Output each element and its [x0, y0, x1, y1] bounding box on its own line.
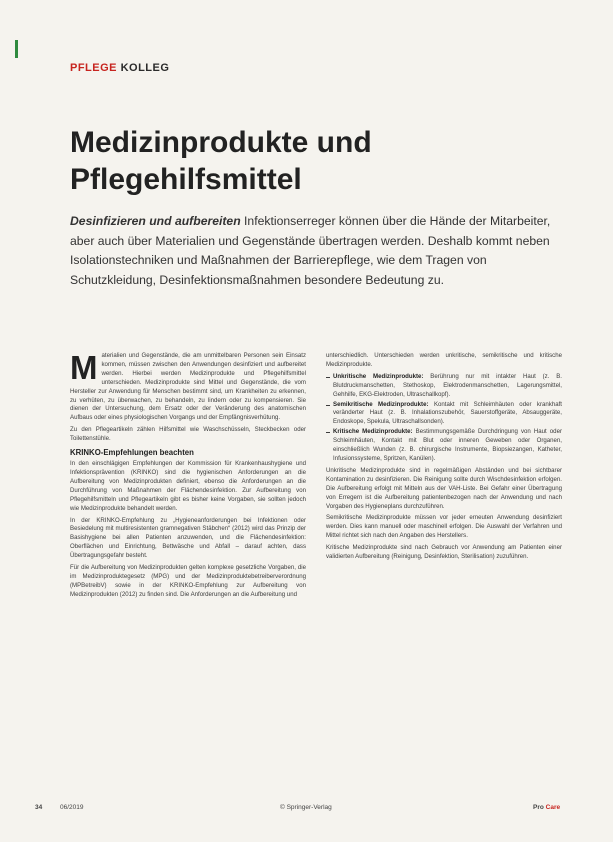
section-kicker	[70, 62, 169, 74]
brand-care: Care	[545, 804, 561, 811]
subheading: KRINKO-Empfehlungen beachten	[70, 448, 194, 458]
body-column-left	[70, 352, 306, 764]
kicker-pflege: PFLEGE	[70, 62, 118, 74]
side-color-mark	[15, 40, 18, 58]
body-column-right	[326, 352, 562, 766]
paragraph-5: Für die Aufbereitung von Medizinprodukten gelten komplexe gesetzliche Vorgaben, die im Medizinproduktegesetz (MPG) und der Medizinproduktebetreiberverordnung (MPBetreibV) sowie in der KRINKO-Empfehlung zur Aufbereitung von Medizinprodukten (2012) zu finden sind. Die Anforderungen an die Aufbereitung und	[70, 564, 306, 598]
title-line-2: Pflegehilfsmittel	[70, 163, 302, 196]
article-title	[70, 124, 550, 198]
list-item: Kritische Medizinprodukte: Bestimmungsgemäße Durchdringung von Haut oder Schleimhäuten, Kontakt mit Blut oder inneren Geweben oder Organen, einschließlich Wunden (z. B. chirurgische Instrumente, Biopsiezangen, Katheter, Infusionssysteme, Spritzen, Kanülen).	[326, 428, 562, 464]
list-item: Unkritische Medizinprodukte: Berührung nur mit intakter Haut (z. B. Blutdruckmanschetten, Stethoskop, Elektrodenmanschetten, Lagerungsmittel, Gehhilfe, EKG-Elektroden, Ultraschallkopf).	[326, 373, 562, 400]
publisher: © Springer-Verlag	[280, 804, 332, 811]
paragraph-6: unterschiedlich. Unterschieden werden unkritische, semikritische und kritische Medizinprodukte.	[326, 352, 562, 368]
paragraph-3: In den einschlägigen Empfehlungen der Kommission für Krankenhaushygiene und Infektionsprävention (KRINKO) sind die hygienischen Anforderungen an die Aufbereitung von Medizinprodukten definiert, ebenso die Anforderungen an die Durchführung von Maßnahmen der Flächendesinfektion. Zur Aufbereitung von Pflegehilfsmitteln und Pflegeartikeln gibt es bisher keine Vorgaben, sie sollten jedoch wie Medizinprodukte behandelt werden.	[70, 460, 306, 512]
paragraph-8: Semikritische Medizinprodukte müssen vor jeder erneuten Anwendung desinfiziert werden. Dies kann manuell oder maschinell erfolgen. Die Auswahl der Verfahren und Mittel richtet sich nach den Angaben des Herstellers.	[326, 514, 562, 540]
lead-emphasis: Desinfizieren und aufbereiten	[70, 214, 241, 228]
lead-text: Infektionserreger können über die Hände der Mitarbeiter, aber auch über Materialien und Gegenstände übertragen werden. Deshalb kommt neben Isolationstechniken und Maßnahmen der Barrierepflege, wie dem Tragen von Schutzkleidung, Desinfektionsmaßnahmen besondere Bedeutung zu.	[70, 214, 551, 287]
paragraph-4: In der KRINKO-Empfehlung zu „Hygieneanforderungen bei Infektionen oder Besiedelung mit multiresistenten gramnegativen Stäbchen“ (2012) wird das Prinzip der Basishygiene bei allen Patienten anzuwenden, und die Flächendesinfektion: Oberflächen und Einrichtung, Bettwäsche und Abfall – darauf achten, dass Übertragungsgefahr besteht.	[70, 516, 306, 560]
paragraph-7: Unkritische Medizinprodukte sind in regelmäßigen Abständen und bei sichtbarer Kontamination zu desinfizieren. Die Reinigung sollte durch Wischdesinfektion erfolgen. Die Aufbereitung erfolgt mit Mitteln aus der VAH-Liste. Bei Gefahr einer Übertragung von Erregern ist die Aufbereitung patientenbezogen nach der Anwendung und nach Vorgaben des Hygieneplans durchzuführen.	[326, 466, 562, 510]
brand-pro: Pro	[533, 804, 544, 811]
brand-logo	[533, 804, 560, 811]
classification-list	[326, 373, 562, 464]
drop-cap: M	[70, 352, 98, 386]
paragraph-1: Materialien und Gegenstände, die am unmittelbaren Personen sein Einsatz kommen, müssen zwischen den Anwendungen desinfiziert und aufbereitet werden. Hierbei werden Medizinprodukte und Pflegehilfsmittel unterschieden. Medizinprodukte sind Mittel und Gegenstände, die vom Hersteller zur Anwendung für Menschen bestimmt sind, um Krankheiten zu erkennen, zu verhüten, zu überwachen, zu behandeln, zu lindern oder zu kompensieren. Sie dienen der Untersuchung, dem Ersatz oder der Veränderung des anatomischen Aufbaus oder eines physiologischen Vorgangs und der Empfängnisverhütung.	[70, 352, 306, 422]
issue-date: 06/2019	[60, 804, 84, 811]
page-number: 34	[35, 804, 43, 811]
article-lead	[70, 212, 560, 290]
title-line-1: Medizinprodukte und	[70, 126, 372, 159]
kicker-kolleg: KOLLEG	[120, 62, 170, 74]
paragraph-2: Zu den Pflegeartikeln zählen Hilfsmittel wie Waschschüsseln, Steckbecken oder Toilettenstühle.	[70, 426, 306, 443]
list-item: Semikritische Medizinprodukte: Kontakt mit Schleimhäuten oder krankhaft veränderter Haut (z. B. Inhalationszubehör, Sauerstoffgeräte, Absauggeräte, Endoskope, Spekula, Ultraschallsonden).	[326, 401, 562, 428]
paragraph-9: Kritische Medizinprodukte sind nach Gebrauch vor Anwendung am Patienten einer validierten Aufbereitung (Reinigung, Desinfektion, Sterilisation) zuzuführen.	[326, 544, 562, 561]
